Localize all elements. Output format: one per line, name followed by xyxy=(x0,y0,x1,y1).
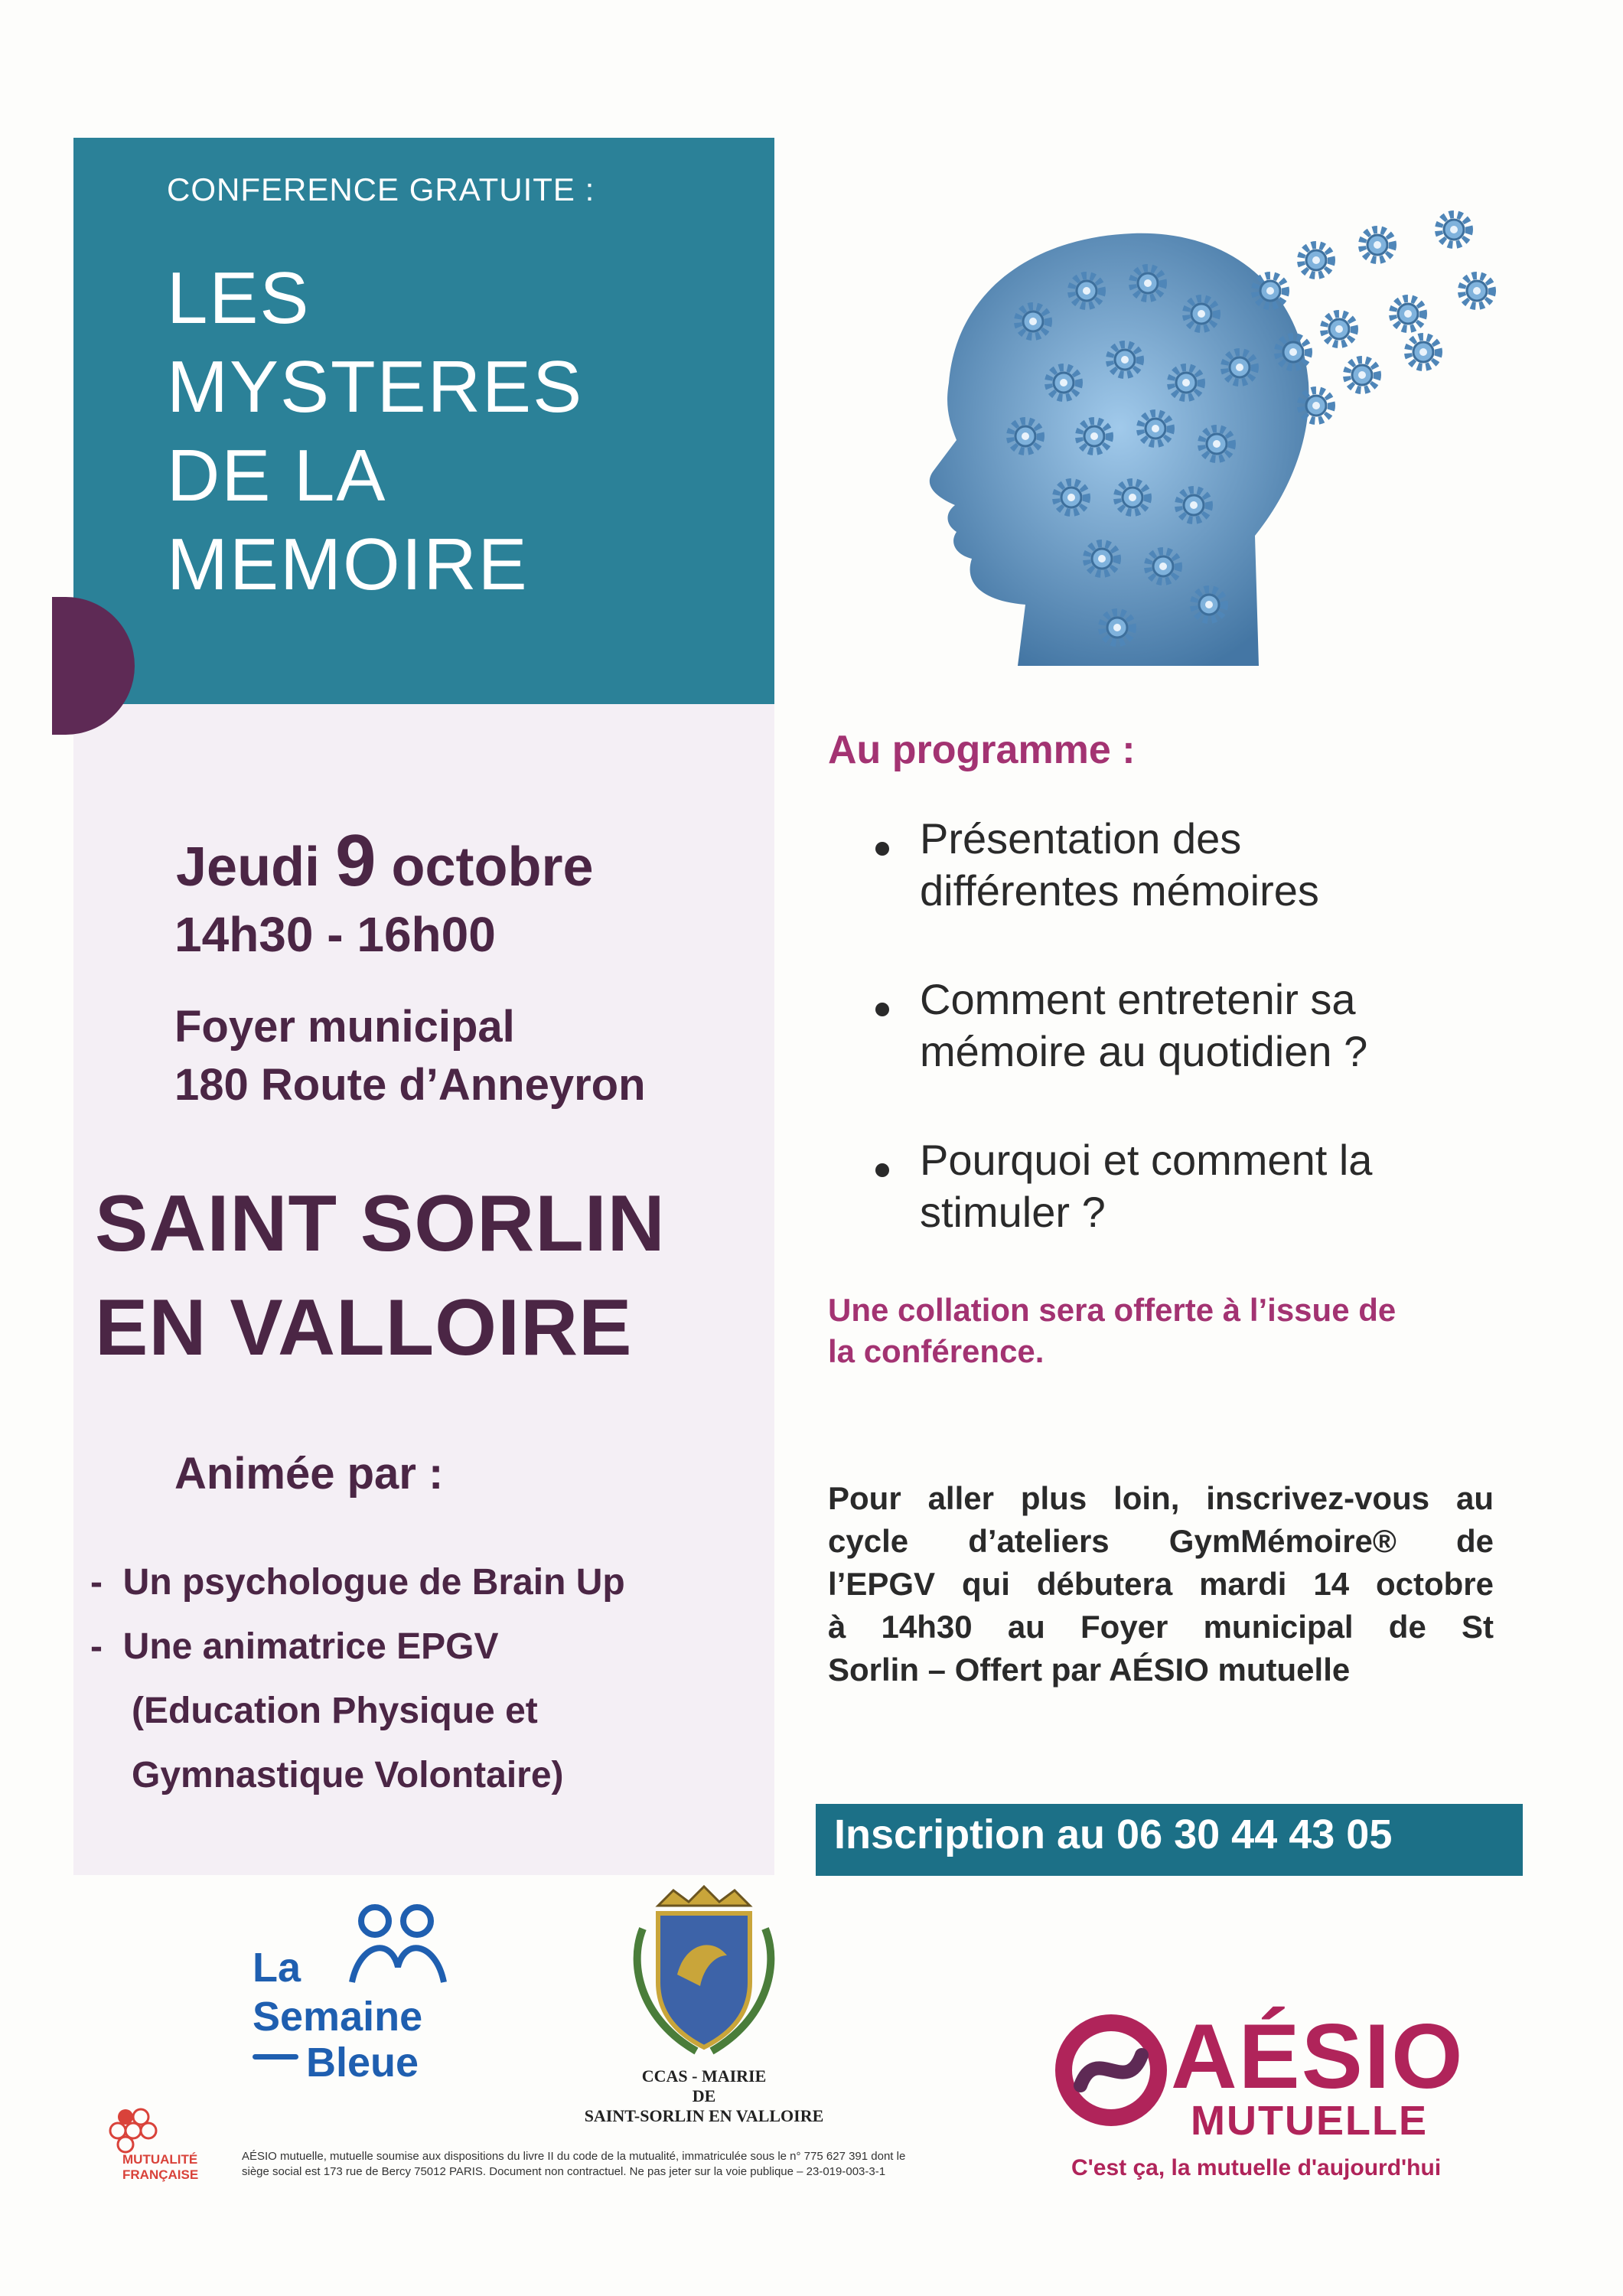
aesio-tagline: C'est ça, la mutuelle d'aujourd'hui xyxy=(1071,2155,1442,2180)
event-day: Jeudi xyxy=(176,837,321,898)
epgv-line-1: (Education Physique et xyxy=(132,1691,538,1731)
legal-line-2: siège social est 173 rue de Bercy 75012 PARIS. Document non contractuel. Ne pas jeter sur la voie publique – 23-019-003-3-1 xyxy=(242,2165,886,2178)
program-item-3-line-1: Pourquoi et comment la xyxy=(920,1136,1373,1184)
title-line-1: LES xyxy=(167,257,311,339)
ccas-line-2: DE xyxy=(692,2086,716,2105)
more-info-paragraph xyxy=(828,1477,1494,1691)
more-line-4: à 14h30 au Foyer municipal de St xyxy=(828,1609,1494,1645)
event-month: octobre xyxy=(391,837,594,898)
program-item-2-line-1: Comment entretenir sa xyxy=(920,975,1356,1023)
event-date xyxy=(176,819,594,903)
ccas-line-3: SAINT-SORLIN EN VALLOIRE xyxy=(584,2106,824,2125)
more-line-3: l’EPGV qui débutera mardi 14 octobre xyxy=(828,1566,1494,1602)
program-item-1-line-1: Présentation des xyxy=(920,814,1242,863)
program-item-1-line-2: différentes mémoires xyxy=(920,866,1319,915)
inscription-text: Inscription au 06 30 44 43 05 xyxy=(834,1812,1393,1857)
venue-line-1: Foyer municipal xyxy=(174,1002,515,1052)
hosts-heading: Animée par : xyxy=(174,1449,444,1499)
ccas-caption xyxy=(582,2066,826,2126)
people-icon xyxy=(321,1898,474,1990)
legal-text xyxy=(242,2149,1007,2180)
more-line-1: Pour aller plus loin, inscrivez-vous au xyxy=(828,1480,1494,1516)
semaine-dash xyxy=(253,2054,298,2060)
ccas-line-1: CCAS - MAIRIE xyxy=(641,2066,767,2086)
title-line-4: MEMOIRE xyxy=(167,523,529,605)
semaine-bleue-bleue: Bleue xyxy=(306,2040,419,2086)
legal-line-1: AÉSIO mutuelle, mutuelle soumise aux dispositions du livre II du code de la mutualité, immatriculée sous le n° 775 627 391 dont le xyxy=(242,2150,906,2163)
town-line-2: EN VALLOIRE xyxy=(95,1283,633,1372)
mutualite-line-1: MUTUALITÉ xyxy=(122,2152,198,2167)
town-line-1: SAINT SORLIN xyxy=(95,1179,666,1268)
bullet-icon xyxy=(875,1003,889,1016)
more-line-2: cycle d’ateliers GymMémoire® de xyxy=(828,1523,1494,1559)
kicker-text: CONFERENCE GRATUITE : xyxy=(167,171,595,207)
bullet-icon xyxy=(875,1163,889,1177)
host-item-2-label: Une animatrice EPGV xyxy=(122,1626,499,1667)
event-date-num: 9 xyxy=(335,820,376,902)
collation-line-2: la conférence. xyxy=(828,1333,1045,1369)
host-item-1-label: Un psychologue de Brain Up xyxy=(122,1562,625,1603)
bullet-icon xyxy=(875,842,889,856)
title-line-3: DE LA xyxy=(167,435,387,517)
semaine-bleue-semaine: Semaine xyxy=(253,1994,423,2040)
event-time: 14h30 - 16h00 xyxy=(174,907,496,962)
epgv-line-2: Gymnastique Volontaire) xyxy=(132,1755,564,1795)
program-heading: Au programme : xyxy=(828,728,1136,772)
aesio-sub: MUTUELLE xyxy=(1191,2098,1428,2144)
mutualite-caption xyxy=(122,2152,198,2183)
program-item-2-line-2: mémoire au quotidien ? xyxy=(920,1027,1368,1075)
host-item-1: - Un psychologue de Brain Up xyxy=(90,1562,625,1603)
coat-of-arms-icon xyxy=(612,1883,796,2059)
semaine-bleue-la: La xyxy=(253,1945,301,1991)
more-line-5: Sorlin – Offert par AÉSIO mutuelle xyxy=(828,1652,1351,1688)
host-item-2: - Une animatrice EPGV xyxy=(90,1626,499,1667)
aesio-name: AÉSIO xyxy=(1171,2005,1465,2108)
mutualite-line-2: FRANÇAISE xyxy=(122,2167,199,2182)
venue-line-2: 180 Route d’Anneyron xyxy=(174,1060,646,1110)
collation-line-1: Une collation sera offerte à l’issue de xyxy=(828,1292,1396,1328)
title-line-2: MYSTERES xyxy=(167,346,584,428)
gear-head-illustration xyxy=(842,176,1515,696)
mutualite-hexagons-icon xyxy=(95,2105,171,2154)
program-item-3-line-2: stimuler ? xyxy=(920,1188,1106,1236)
aesio-swirl-icon xyxy=(1050,2013,1172,2128)
